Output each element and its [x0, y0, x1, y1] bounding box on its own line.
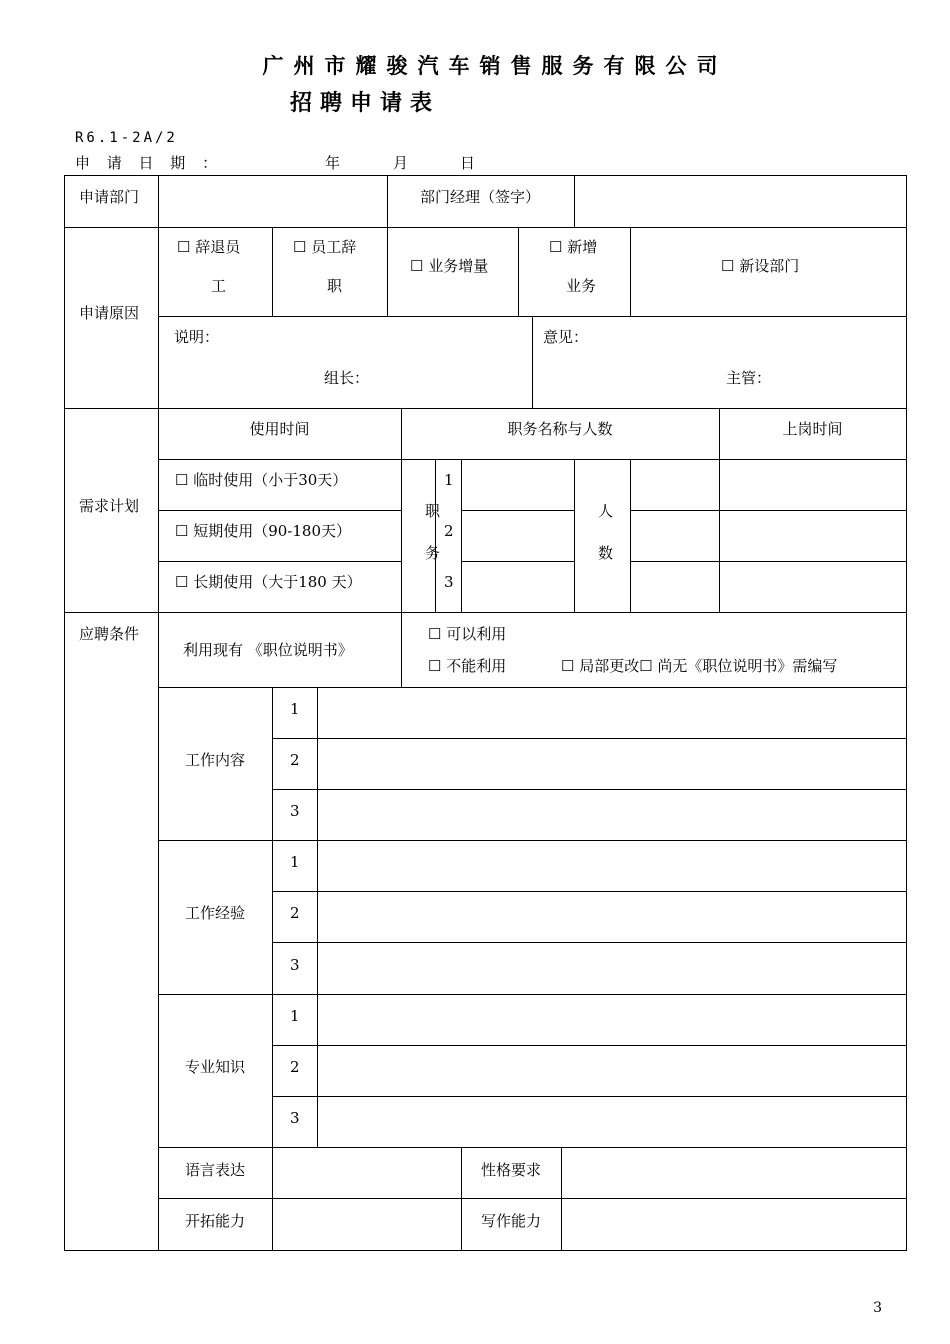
pioneering-ability-label: 开拓能力 — [184, 1212, 245, 1230]
position-row-number: 1 — [444, 471, 454, 489]
row-number: 1 — [290, 1007, 300, 1025]
row-number: 3 — [290, 1109, 300, 1127]
reason-label: 申请原因 — [79, 304, 140, 322]
cannot-use-option[interactable]: ☐ 不能利用 — [428, 657, 507, 675]
people-label-1: 人 — [598, 502, 614, 520]
reason-resign-option-cont: 职 — [327, 277, 343, 295]
demand-plan-label: 需求计划 — [79, 497, 140, 515]
form-title: 招聘申请表 — [290, 91, 441, 116]
department-label: 申请部门 — [79, 188, 140, 206]
reason-new-business-option[interactable]: ☐ 新增 — [549, 238, 598, 256]
conditions-label: 应聘条件 — [79, 625, 140, 643]
position-label-2: 务 — [425, 544, 441, 562]
writing-ability-label: 写作能力 — [480, 1212, 541, 1230]
partial-change-option[interactable]: ☐ 局部更改☐ 尚无《职位说明书》需编写 — [561, 657, 838, 675]
page-number: 3 — [873, 1300, 882, 1316]
team-leader-label: 组长： — [324, 369, 370, 387]
month-label: 月 — [393, 154, 409, 172]
row-number: 1 — [290, 853, 300, 871]
explanation-label: 说明： — [174, 328, 220, 346]
temporary-use-option[interactable]: ☐ 临时使用（小于30天） — [175, 471, 348, 489]
people-label-2: 数 — [598, 544, 614, 562]
row-number: 3 — [290, 802, 300, 820]
row-number: 2 — [290, 904, 300, 922]
row-number: 2 — [290, 751, 300, 769]
row-number: 3 — [290, 956, 300, 974]
reason-resign-option[interactable]: ☐ 员工辞 — [293, 238, 357, 256]
position-row-number: 3 — [444, 573, 454, 591]
personality-requirement-label: 性格要求 — [480, 1161, 541, 1179]
dept-manager-signature-label: 部门经理（签字） — [420, 188, 541, 206]
can-use-option[interactable]: ☐ 可以利用 — [428, 625, 507, 643]
long-term-use-option[interactable]: ☐ 长期使用（大于180 天） — [175, 573, 362, 591]
start-time-header: 上岗时间 — [782, 420, 843, 438]
company-name: 广州市耀骏汽车销售服务有限公司 — [262, 54, 728, 78]
opinion-label: 意见： — [543, 328, 589, 346]
reason-new-business-option-cont: 业务 — [566, 277, 597, 295]
use-existing-job-description-label: 利用现有 《职位说明书》 — [183, 641, 353, 659]
short-term-use-option[interactable]: ☐ 短期使用（90-180天） — [175, 522, 352, 540]
position-count-header: 职务名称与人数 — [507, 420, 613, 438]
position-label-1: 职 — [425, 502, 441, 520]
language-expression-label: 语言表达 — [184, 1161, 245, 1179]
work-experience-label: 工作经验 — [184, 904, 245, 922]
day-label: 日 — [460, 154, 476, 172]
work-content-label: 工作内容 — [184, 751, 245, 769]
reason-dismiss-option[interactable]: ☐ 辞退员 — [177, 238, 241, 256]
manager-signature-field[interactable] — [576, 178, 905, 226]
supervisor-label: 主管： — [726, 369, 772, 387]
reason-volume-increase-option[interactable]: ☐ 业务增量 — [410, 257, 489, 275]
reason-new-department-option[interactable]: ☐ 新设部门 — [721, 257, 800, 275]
department-field[interactable] — [160, 178, 386, 226]
position-row-number: 2 — [444, 522, 454, 540]
row-number: 2 — [290, 1058, 300, 1076]
row-number: 1 — [290, 700, 300, 718]
document-code: R6.1-2A/2 — [75, 130, 178, 146]
professional-knowledge-label: 专业知识 — [184, 1058, 245, 1076]
reason-dismiss-option-cont: 工 — [211, 277, 227, 295]
usage-time-header: 使用时间 — [249, 420, 310, 438]
date-label: 申 请 日 期 ： — [75, 154, 224, 172]
year-label: 年 — [325, 154, 341, 172]
